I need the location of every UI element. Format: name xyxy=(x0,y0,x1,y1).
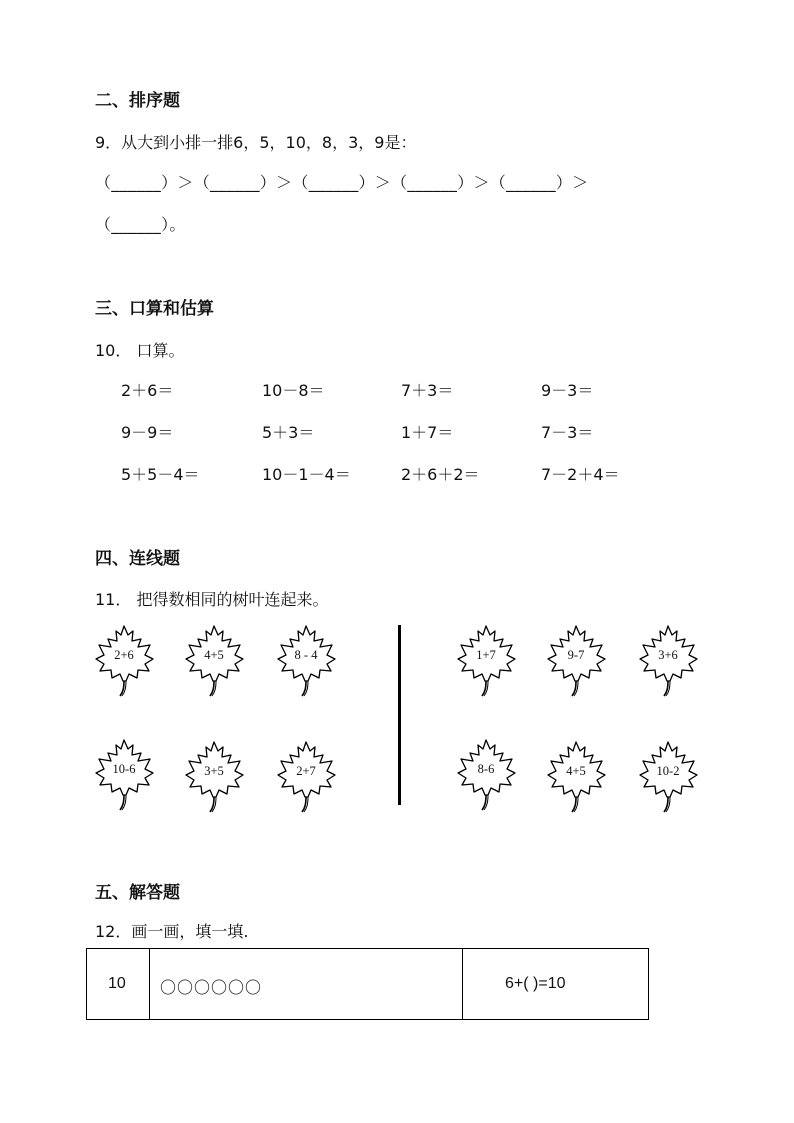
matching-divider xyxy=(398,625,401,805)
leaf-right-2[interactable] xyxy=(545,624,615,704)
calc-item: 9－3＝ xyxy=(541,381,594,400)
table-circles-cell[interactable]: 〇〇〇〇〇〇 xyxy=(160,978,263,997)
table-number-cell: 10 xyxy=(108,975,126,992)
question-12: 12．画一画，填一填. xyxy=(95,922,249,941)
leaf-left-4[interactable] xyxy=(93,738,163,818)
calc-item: 1＋7＝ xyxy=(401,423,454,442)
table-divider xyxy=(462,949,463,1019)
calc-item: 7－3＝ xyxy=(541,423,594,442)
leaf-label: 1+7 xyxy=(476,648,496,662)
leaf-label: 3+6 xyxy=(658,648,678,662)
section-heading-matching: 四、连线题 xyxy=(95,549,180,569)
question-11: 11． 把得数相同的树叶连起来。 xyxy=(95,590,329,609)
leaf-label: 3+5 xyxy=(204,764,224,778)
leaf-left-2[interactable] xyxy=(183,624,253,704)
sort-blanks-line2[interactable]: （______）。 xyxy=(95,215,186,234)
calc-item: 10－8＝ xyxy=(262,381,325,400)
leaf-label: 9-7 xyxy=(567,648,585,662)
calc-item: 5＋5－4＝ xyxy=(121,465,200,484)
leaf-label: 8 - 4 xyxy=(294,648,318,662)
leaf-left-3[interactable] xyxy=(275,624,345,704)
section-heading-word-problems: 五、解答题 xyxy=(95,883,180,903)
question-9: 9．从大到小排一排6，5，10，8，3，9是： xyxy=(95,133,417,152)
leaf-label: 8-6 xyxy=(477,762,495,776)
calc-item: 7－2＋4＝ xyxy=(541,465,620,484)
leaf-right-1[interactable] xyxy=(455,624,525,704)
leaf-label: 4+5 xyxy=(204,648,224,662)
calc-item: 10－1－4＝ xyxy=(262,465,351,484)
calc-item: 5＋3＝ xyxy=(262,423,315,442)
section-heading-sorting: 二、排序题 xyxy=(95,91,180,111)
leaf-label: 10-6 xyxy=(112,762,136,776)
draw-fill-table xyxy=(86,948,649,1020)
leaf-label: 2+6 xyxy=(114,648,134,662)
leaf-left-1[interactable] xyxy=(93,624,163,704)
leaf-right-6[interactable] xyxy=(637,740,707,820)
leaf-right-4[interactable] xyxy=(455,738,525,818)
calc-item: 2＋6＝ xyxy=(121,381,174,400)
question-10: 10． 口算。 xyxy=(95,341,185,360)
table-divider xyxy=(149,949,150,1019)
leaf-right-5[interactable] xyxy=(545,740,615,820)
leaf-label: 10-2 xyxy=(656,764,680,778)
leaf-left-6[interactable] xyxy=(275,740,345,820)
sort-blanks-line1[interactable]: （______）＞（______）＞（______）＞（______）＞（______）＞ xyxy=(95,173,589,192)
leaf-left-5[interactable] xyxy=(183,740,253,820)
table-equation-cell[interactable]: 6+( )=10 xyxy=(505,975,566,992)
leaf-label: 4+5 xyxy=(566,764,586,778)
calc-item: 9－9＝ xyxy=(121,423,174,442)
calc-item: 7＋3＝ xyxy=(401,381,454,400)
section-heading-mental-math: 三、口算和估算 xyxy=(95,299,214,319)
calc-item: 2＋6＋2＝ xyxy=(401,465,480,484)
leaf-right-3[interactable] xyxy=(637,624,707,704)
leaf-label: 2+7 xyxy=(296,764,316,778)
